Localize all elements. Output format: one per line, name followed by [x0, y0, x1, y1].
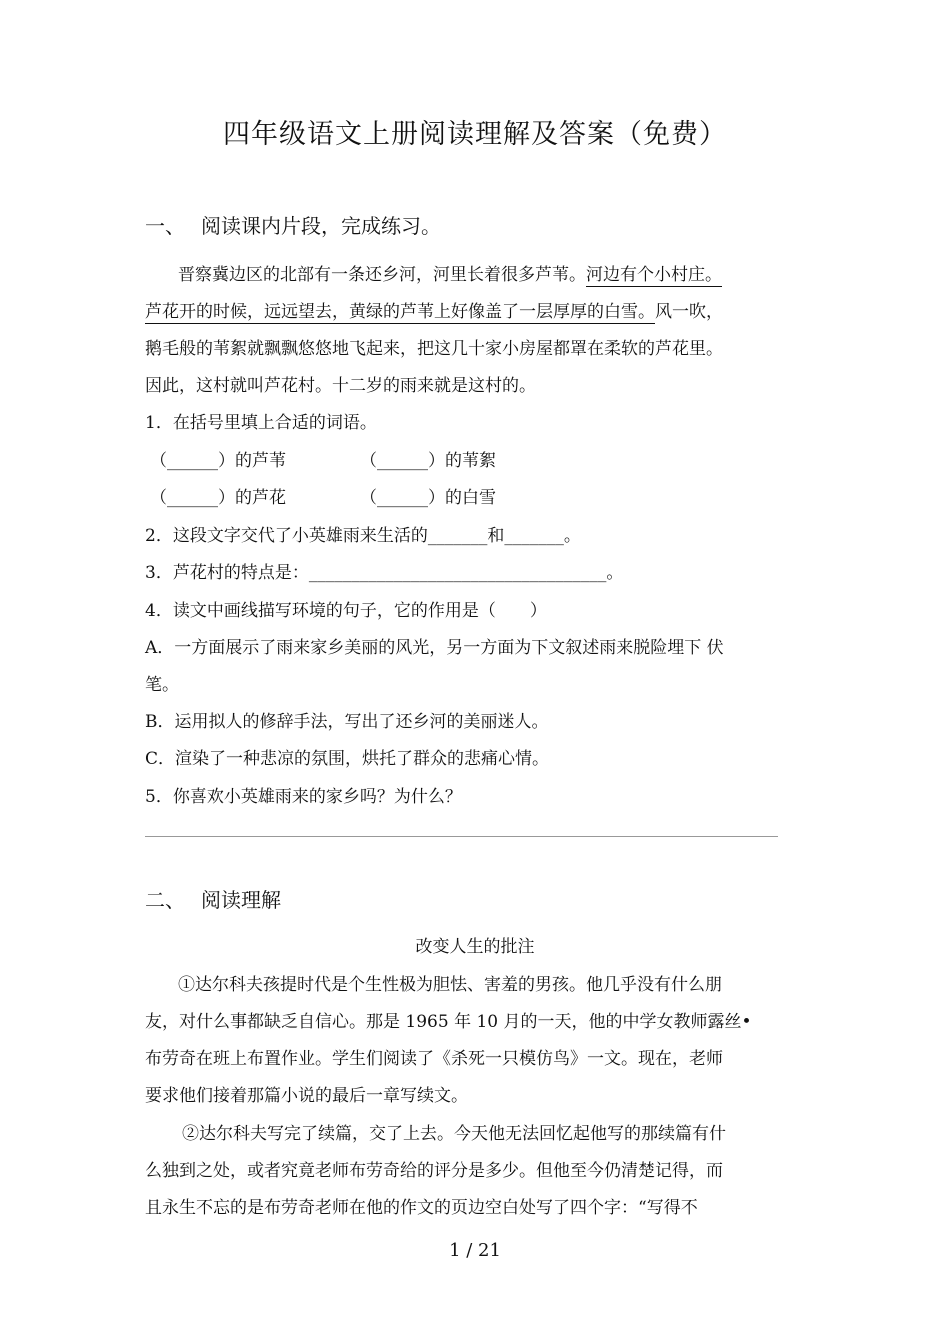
section-2-heading: [145, 884, 281, 913]
article-p1-line-2: 友，对什么事都缺乏自信心。那是 1965 年 10 月的一天，他的中学女教师露丝•: [145, 1012, 752, 1032]
q1-blank-a: （______）的芦苇: [150, 451, 286, 471]
article-title: 改变人生的批注: [415, 937, 535, 957]
passage-line-2: [145, 297, 723, 322]
q1-blank-c: （______）的芦花: [150, 488, 286, 508]
question-4: 4．读文中画线描写环境的句子，它的作用是（ ）: [145, 601, 547, 621]
section-2-title: 阅读理解: [201, 888, 281, 912]
section-1-title: 阅读课内片段，完成练习。: [201, 214, 441, 238]
q4-option-a-line-1: A．一方面展示了雨来家乡美丽的风光，另一方面为下文叙述雨来脱险埋下 伏: [145, 638, 724, 658]
question-5: 5．你喜欢小英雄雨来的家乡吗？为什么？: [145, 787, 462, 807]
question-2: 2．这段文字交代了小英雄雨来生活的_______和_______。: [145, 526, 581, 546]
q4-option-c: C．渲染了一种悲凉的氛围，烘托了群众的悲痛心情。: [145, 749, 550, 769]
article-p2-line-1: ②达尔科夫写完了续篇，交了上去。今天他无法回忆起他写的那续篇有什: [182, 1124, 726, 1144]
underlined-sentence: 芦花开的时候，远远望去，黄绿的芦苇上好像盖了一层厚厚的白雪。: [145, 302, 655, 322]
article-p1-line-3: 布劳奇在班上布置作业。学生们阅读了《杀死一只模仿鸟》一文。现在，老师: [145, 1049, 723, 1069]
underlined-sentence: 河边有个小村庄。: [586, 265, 722, 285]
article-p1-line-4: 要求他们接着那篇小说的最后一章写续文。: [145, 1086, 468, 1106]
answer-line: [145, 836, 778, 837]
q4-option-b: B．运用拟人的修辞手法，写出了还乡河的美丽迷人。: [145, 712, 549, 732]
passage-line-1: [178, 260, 722, 285]
article-p2-line-3: 且永生不忘的是布劳奇老师在他的作文的页边空白处写了四个字：“写得不: [145, 1198, 698, 1218]
article-p2-line-2: 么独到之处，或者究竟老师布劳奇给的评分是多少。但他至今仍清楚记得，而: [145, 1161, 723, 1181]
section-1-heading: [145, 210, 441, 239]
question-1: 1．在括号里填上合适的词语。: [145, 413, 377, 433]
article-p1-line-1: ①达尔科夫孩提时代是个生性极为胆怯、害羞的男孩。他几乎没有什么朋: [178, 975, 722, 995]
section-1-number: 一、: [145, 214, 185, 238]
q1-blank-b: （______）的苇絮: [360, 451, 496, 471]
q4-option-a-line-2: 笔。: [145, 675, 179, 695]
passage-line-4: 因此，这村就叫芦花村。十二岁的雨来就是这村的。: [145, 376, 536, 396]
document-title: 四年级语文上册阅读理解及答案（免费）: [223, 119, 727, 150]
section-2-number: 二、: [145, 888, 185, 912]
passage-text: 风一吹，: [655, 302, 723, 322]
passage-line-3: 鹅毛般的苇絮就飘飘悠悠地飞起来，把这几十家小房屋都罩在柔软的芦花里。: [145, 339, 723, 359]
page-number: 1 / 21: [449, 1240, 501, 1261]
q1-blank-d: （______）的白雪: [360, 488, 496, 508]
passage-text: 晋察冀边区的北部有一条还乡河，河里长着很多芦苇。: [178, 265, 586, 285]
question-3: 3．芦花村的特点是：___________________________________。: [145, 563, 624, 583]
